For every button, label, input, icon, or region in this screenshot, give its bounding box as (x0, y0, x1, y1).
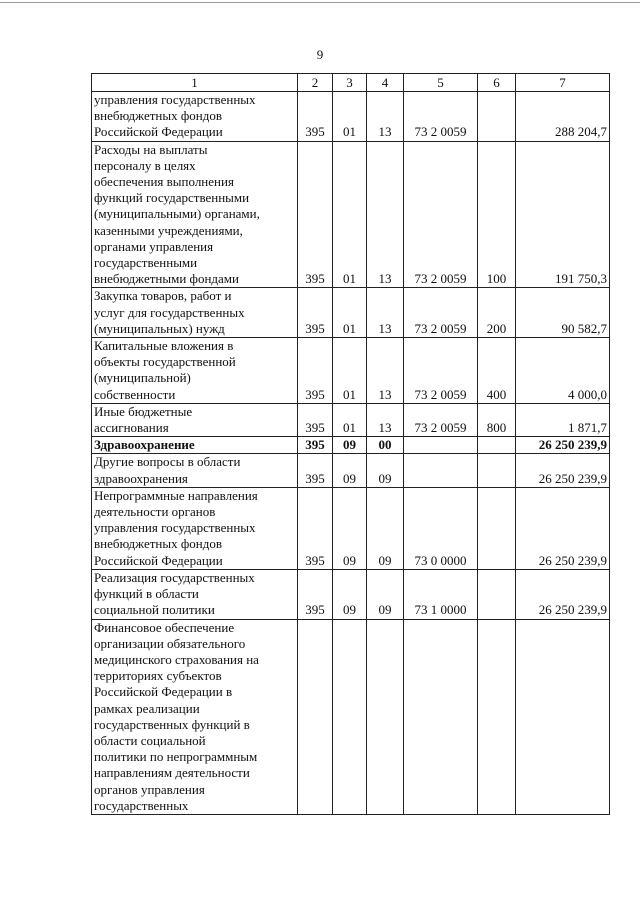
expense-type-cell: 200 (478, 288, 516, 338)
column-header: 7 (516, 74, 610, 92)
row-name: Реализация государственных функций в области социальной политики (94, 569, 255, 618)
row-name: Непрограммные направления деятельности органов управления государственных внебюджетных фондов Российской Федерации (94, 487, 258, 568)
admin-code-cell: 395 (298, 288, 333, 338)
budget-table (91, 73, 610, 815)
admin-code-cell: 395 (298, 454, 333, 487)
row-name-cell (92, 403, 298, 436)
expense-type-cell: 800 (478, 403, 516, 436)
admin-code-cell: 395 (298, 92, 333, 142)
subsection-code-cell: 13 (367, 338, 404, 404)
row-name: Другие вопросы в области здравоохранения (94, 454, 241, 486)
target-article-cell: 73 2 0059 (404, 141, 478, 288)
subsection-code-cell: 13 (367, 141, 404, 288)
target-article-cell: 73 2 0059 (404, 288, 478, 338)
section-code-cell: 01 (333, 288, 367, 338)
expense-type-cell: 400 (478, 338, 516, 404)
table-row (92, 403, 610, 436)
table-row (92, 619, 610, 814)
subsection-code-cell: 09 (367, 454, 404, 487)
amount-cell (516, 619, 610, 814)
admin-code-cell: 395 (298, 338, 333, 404)
expense-type-cell (478, 619, 516, 814)
page-number: 9 (316, 47, 324, 62)
subsection-code-cell: 13 (367, 403, 404, 436)
section-code-cell: 09 (333, 437, 367, 454)
row-name: Капитальные вложения в объекты государственной (муниципальной) собственности (94, 338, 236, 402)
column-header: 5 (404, 74, 478, 92)
column-header: 1 (92, 74, 298, 92)
table-row (92, 454, 610, 487)
subsection-code-cell: 13 (367, 92, 404, 142)
subsection-code-cell: 09 (367, 569, 404, 619)
row-name: управления государственных внебюджетных фондов Российской Федерации (94, 92, 256, 140)
table-body (92, 92, 610, 815)
row-name: Иные бюджетные ассигнования (94, 403, 193, 436)
section-code-cell: 01 (333, 141, 367, 288)
subsection-code-cell: 13 (367, 288, 404, 338)
header-row (92, 74, 610, 92)
table-row (92, 141, 610, 288)
column-header: 3 (333, 74, 367, 92)
row-name-cell (92, 454, 298, 487)
target-article-cell: 73 2 0059 (404, 403, 478, 436)
section-code-cell: 09 (333, 487, 367, 569)
expense-type-cell (478, 487, 516, 569)
row-name-cell (92, 288, 298, 338)
target-article-cell: 73 1 0000 (404, 569, 478, 619)
subsection-code-cell (367, 619, 404, 814)
row-name-cell (92, 437, 298, 454)
amount-cell: 26 250 239,9 (516, 437, 610, 454)
section-code-cell: 01 (333, 403, 367, 436)
admin-code-cell: 395 (298, 437, 333, 454)
amount-cell: 4 000,0 (516, 338, 610, 404)
row-name: Финансовое обеспечение организации обязательного медицинского страхования на территориях субъектов Российской Федерации в рамках реализации государственных функций в области социальной политики по непрограммным направлениям деятельности органов управления государственных (94, 619, 259, 813)
column-header: 6 (478, 74, 516, 92)
table-row (92, 288, 610, 338)
target-article-cell (404, 454, 478, 487)
admin-code-cell: 395 (298, 141, 333, 288)
admin-code-cell (298, 619, 333, 814)
amount-cell: 191 750,3 (516, 141, 610, 288)
admin-code-cell: 395 (298, 487, 333, 569)
row-name-cell (92, 487, 298, 569)
row-name-cell (92, 92, 298, 142)
amount-cell: 26 250 239,9 (516, 487, 610, 569)
section-code-cell: 09 (333, 454, 367, 487)
table-row (92, 437, 610, 454)
target-article-cell: 73 2 0059 (404, 92, 478, 142)
target-article-cell: 73 0 0000 (404, 487, 478, 569)
column-header: 4 (367, 74, 404, 92)
table-row (92, 92, 610, 142)
subsection-code-cell: 00 (367, 437, 404, 454)
expense-type-cell: 100 (478, 141, 516, 288)
row-name-cell (92, 141, 298, 288)
target-article-cell: 73 2 0059 (404, 338, 478, 404)
amount-cell: 288 204,7 (516, 92, 610, 142)
expense-type-cell (478, 569, 516, 619)
admin-code-cell: 395 (298, 403, 333, 436)
expense-type-cell (478, 437, 516, 454)
amount-cell: 26 250 239,9 (516, 454, 610, 487)
subsection-code-cell: 09 (367, 487, 404, 569)
amount-cell: 1 871,7 (516, 403, 610, 436)
expense-type-cell (478, 454, 516, 487)
amount-cell: 90 582,7 (516, 288, 610, 338)
row-name: Расходы на выплаты персоналу в целях обеспечения выполнения функций государственными (муниципальными) органами, казенными учреждениями, органами управления государственными внебюджетными фондами (94, 141, 260, 287)
row-name: Закупка товаров, работ и услуг для государственных (муниципальных) нужд (94, 288, 245, 336)
admin-code-cell: 395 (298, 569, 333, 619)
section-code-cell: 01 (333, 338, 367, 404)
expense-type-cell (478, 92, 516, 142)
column-header: 2 (298, 74, 333, 92)
target-article-cell (404, 437, 478, 454)
row-name-cell (92, 619, 298, 814)
table-row (92, 569, 610, 619)
section-code-cell (333, 619, 367, 814)
top-rule (0, 2, 640, 3)
target-article-cell (404, 619, 478, 814)
table-row (92, 338, 610, 404)
section-code-cell: 09 (333, 569, 367, 619)
row-name-cell (92, 338, 298, 404)
section-code-cell: 01 (333, 92, 367, 142)
row-name: Здравоохранение (94, 437, 195, 453)
row-name-cell (92, 569, 298, 619)
amount-cell: 26 250 239,9 (516, 569, 610, 619)
table-row (92, 487, 610, 569)
